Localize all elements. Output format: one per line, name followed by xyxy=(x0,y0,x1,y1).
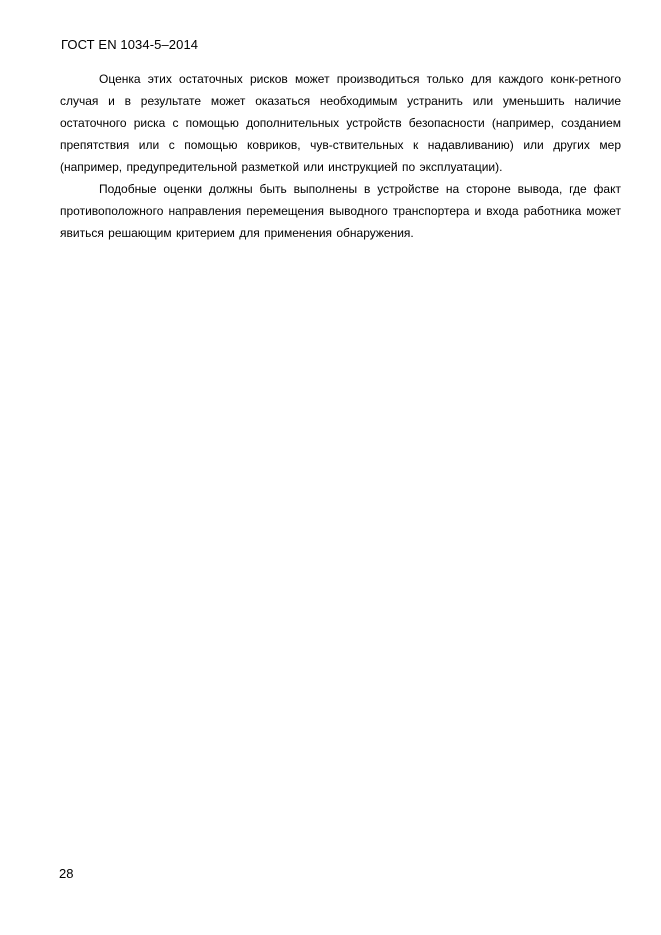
document-header: ГОСТ EN 1034-5–2014 xyxy=(61,37,199,52)
paragraph-output-side-assessment: Подобные оценки должны быть выполнены в устройстве на стороне вывода, где факт противоположного направления перемещения выводного транспортера и входа работника может явиться решающим критерием для применения обнаружения. xyxy=(60,182,621,240)
paragraph-residual-risk-assessment: Оценка этих остаточных рисков может производиться только для каждого конк-ретного случая и в результате может оказаться необходимым устранить или уменьшить наличие остаточного риска с помощью дополнительных устройств безопасности (например, созданием препятствия или с помощью ковриков, чув-ствительных к надавливанию) или других мер (например, предупредительной разметкой или инструкцией по эксплуатации). xyxy=(60,72,621,174)
document-body xyxy=(60,68,621,244)
page-number: 28 xyxy=(59,866,74,881)
